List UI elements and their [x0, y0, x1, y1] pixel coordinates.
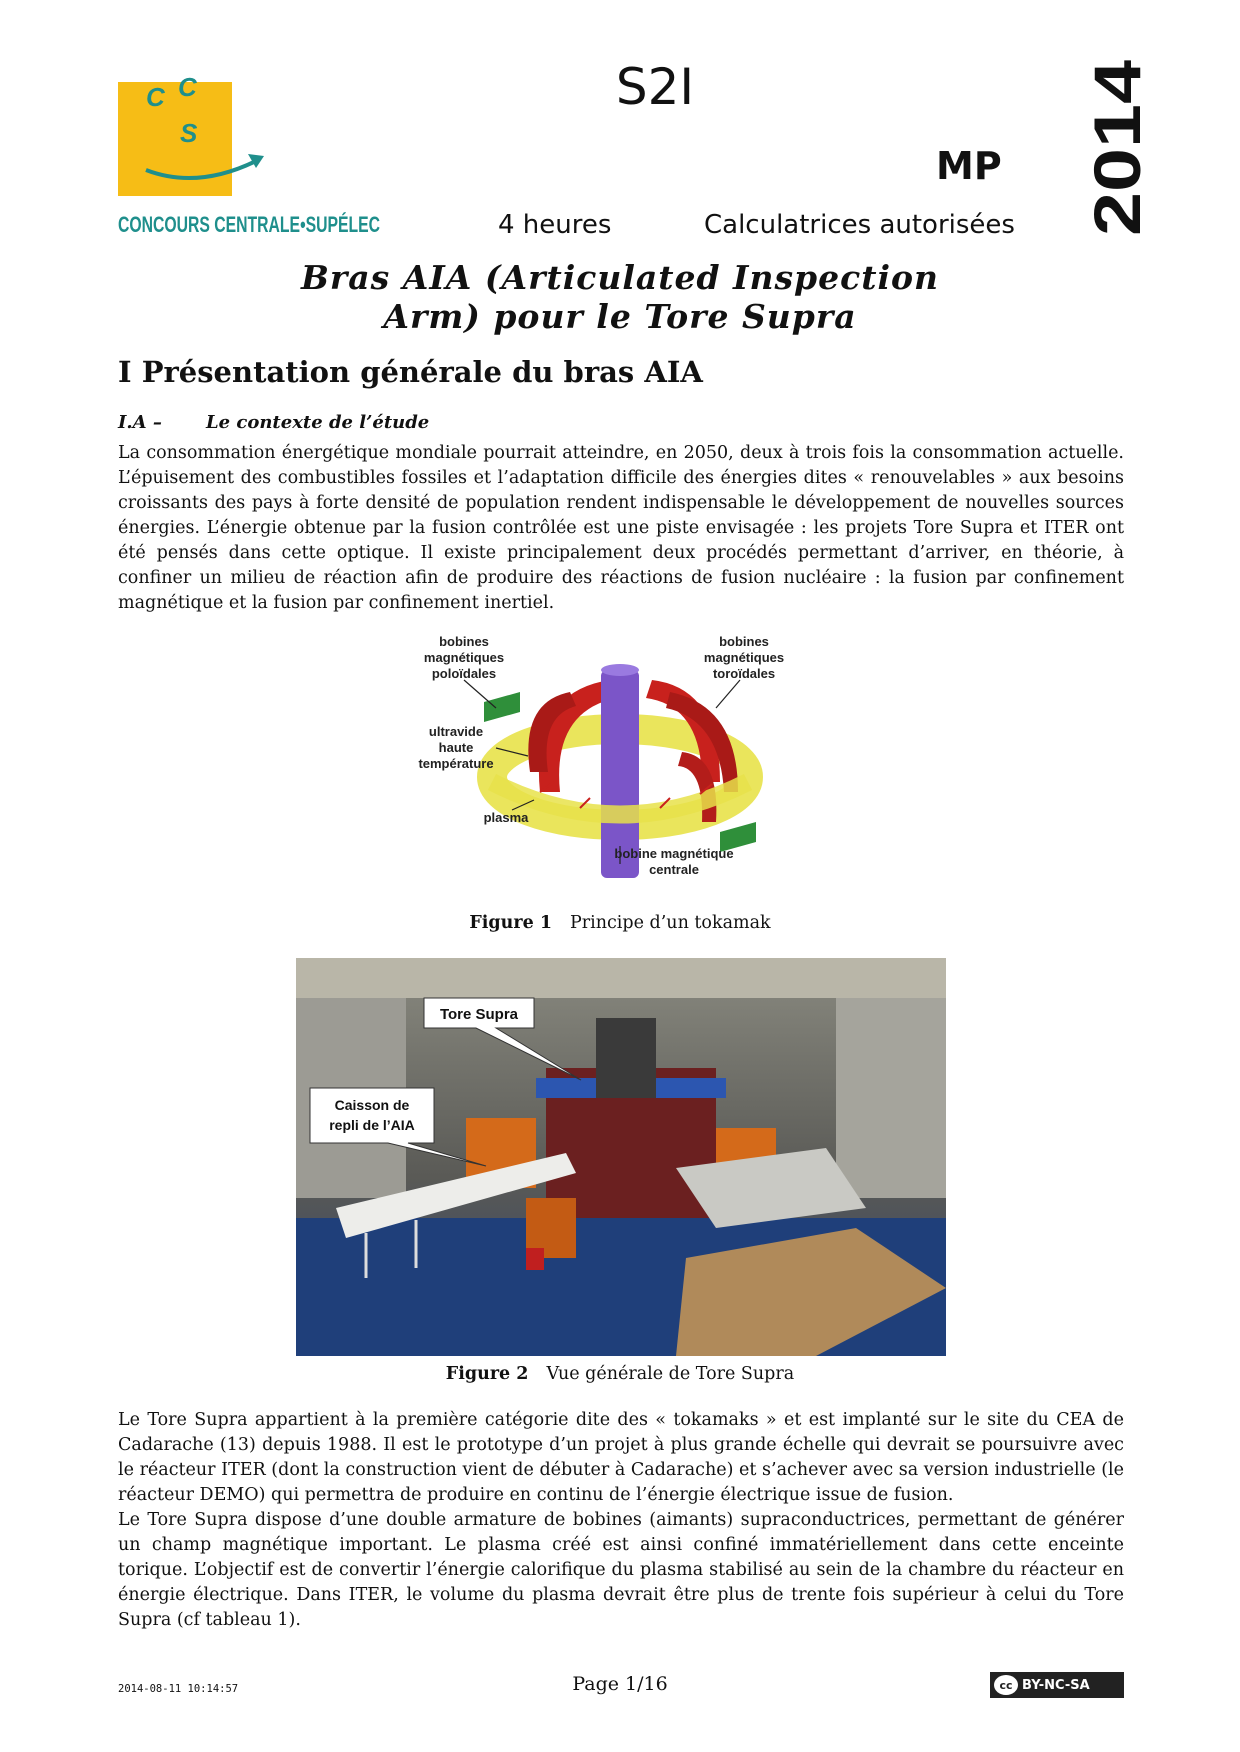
label-central: bobine magnétique [614, 846, 734, 861]
tokamak-diagram [420, 632, 820, 902]
logo-letter: C [146, 82, 165, 112]
section-heading [118, 355, 703, 389]
title-line: Bras AIA (Articulated Inspection [300, 258, 939, 297]
figure1-number: Figure 1 [469, 913, 552, 933]
poloidal-coil [484, 692, 520, 722]
subsection-number: I.A – [118, 412, 162, 433]
page-number: Page 1/16 [572, 1673, 668, 1695]
label-poloidal: poloïdales [431, 666, 497, 681]
logo-wordmark: CONCOURS CENTRALE•SUPÉLEC [118, 212, 381, 237]
calculator-policy: Calculatrices autorisées [704, 210, 1015, 240]
figure1-caption [300, 913, 940, 933]
paragraph-armature: Le Tore Supra dispose d’une double armature de bobines (aimants) supraconductrices, permettant de générer un champ magnétique important. Le plasma créé est ainsi confiné immatériellement dans cette enceinte torique. L’objectif est de convertir l’énergie calorifique du plasma stabilisé au sein de la chambre du réacteur en énergie électrique. Dans ITER, le volume du plasma devrait être plus de trente fois supérieur à celui du Tore Supra (cf tableau 1). [118, 1510, 1124, 1630]
label-poloidal: bobines [439, 634, 489, 649]
concours-logo [118, 72, 398, 242]
subsection-heading [118, 412, 429, 433]
tore-supra-photo [296, 958, 946, 1356]
year-vertical [1040, 58, 1154, 238]
label-plasma: plasma [483, 810, 529, 825]
license-text: BY-NC-SA [1022, 1677, 1090, 1693]
cc-icon: cc [994, 1675, 1018, 1695]
exam-duration: 4 heures [498, 210, 612, 240]
label-ultravide: ultravide [428, 724, 484, 739]
year-text: 2014 [1080, 89, 1154, 236]
figure2-caption-text: Vue générale de Tore Supra [546, 1364, 795, 1384]
subsection-title: Le contexte de l’étude [206, 412, 430, 433]
callout-tore-supra: Tore Supra [439, 1006, 519, 1023]
callout-caisson: repli de l’AIA [329, 1117, 415, 1133]
label-ultravide: température [418, 756, 494, 771]
label-poloidal: magnétiques [423, 650, 505, 665]
title-line: Arm) pour le Tore Supra [383, 297, 857, 336]
logo-letter: S [180, 118, 198, 148]
paragraph-tore-supra: Le Tore Supra appartient à la première catégorie dite des « tokamaks » et est implanté sur le site du CEA de Cadarache (13) depuis 1988. Il est le prototype d’un projet à plus grande échelle qui devrait se poursuivre avec le réacteur ITER (dont la construction vient de débuter à Cadarache) et s’achever avec sa version industrielle (le réacteur DEMO) qui permettra de produire en continu de l’énergie électrique issue de fusion. [118, 1410, 1124, 1505]
section-number: I [118, 355, 132, 389]
document-title [260, 258, 980, 336]
paragraph-context: La consommation énergétique mondiale pourrait atteindre, en 2050, deux à trois fois la consommation actuelle. L’épuisement des combustibles fossiles et l’adaptation difficile des énergies dites « renouvelables » aux besoins croissants des pays à forte densité de population rendent indispensable le développement de nouvelles sources énergies. L’énergie obtenue par la fusion contrôlée est une piste envisagée : les projets Tore Supra et ITER ont été pensés dans cette optique. Il existe principalement deux procédés permettant d’arriver, en théorie, à confiner un milieu de réaction afin de produire des réactions de fusion nucléaire : la fusion par confinement magnétique et la fusion par confinement inertiel. [118, 443, 1124, 613]
figure2-caption [300, 1364, 940, 1384]
label-central: centrale [649, 862, 699, 877]
label-toroidal: magnétiques [703, 650, 785, 665]
license-badge [990, 1672, 1124, 1698]
figure1-caption-text: Principe d’un tokamak [570, 913, 771, 933]
label-toroidal: bobines [719, 634, 769, 649]
label-toroidal: toroïdales [712, 666, 776, 681]
logo-letter: C [178, 72, 197, 102]
section-title: Présentation générale du bras AIA [141, 355, 703, 389]
label-ultravide: haute [438, 740, 474, 755]
figure2-number: Figure 2 [445, 1364, 529, 1384]
filiere: MP [936, 144, 1002, 188]
generation-timestamp: 2014-08-11 10:14:57 [118, 1683, 239, 1695]
callout-caisson: Caisson de [334, 1097, 410, 1113]
subject-code: S2I [615, 58, 695, 116]
